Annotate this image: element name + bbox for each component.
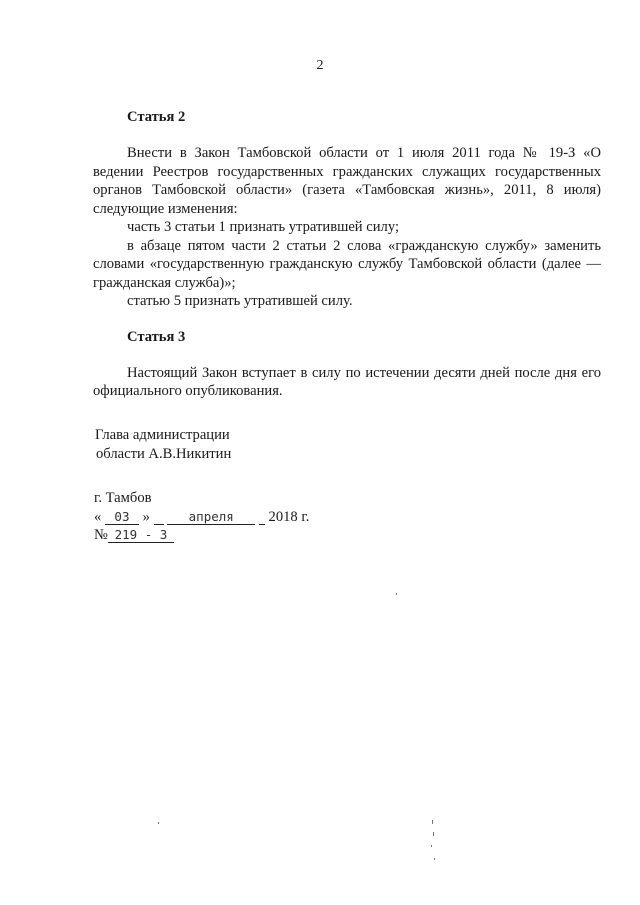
scan-speck (434, 858, 435, 860)
scan-speck (396, 593, 397, 595)
article-2-item-1: часть 3 статьи 1 признать утратившей силу; (127, 219, 399, 235)
article-2-item-3: статью 5 признать утратившей силу. (127, 293, 353, 309)
article-gap (93, 311, 601, 328)
date-month: апреля (167, 510, 255, 525)
scan-speck (432, 820, 433, 824)
article-2-item-2: в абзаце пятом части 2 статьи 2 слова «гражданскую службу» заменить словами «государственную гражданскую службу Тамбовской области (далее — гражданская служба)»; (93, 237, 601, 291)
article-2 (93, 108, 601, 311)
city: г. Тамбов (94, 490, 152, 506)
signature-name: области А.В.Никитин (96, 445, 232, 462)
scan-speck (433, 832, 434, 836)
article-3 (93, 328, 601, 401)
page-number: 2 (316, 58, 324, 73)
article-2-intro: Внести в Закон Тамбовской области от 1 июля 2011 года № 19-З «О ведении Реестров государственных гражданских служащих государственных органов Тамбовской области» (газета «Тамбовская жизнь», 2011, 8 июля) следующие изменения: (93, 145, 601, 217)
date-quote-close: » (142, 508, 150, 525)
date-gap-line-2 (259, 510, 265, 525)
date-quote-open: « (94, 508, 102, 525)
date-line (94, 508, 309, 527)
number-prefix: № (94, 527, 108, 543)
signature-title: Глава администрации (95, 427, 230, 443)
article-3-heading: Статья 3 (127, 328, 186, 345)
article-3-text: Настоящий Закон вступает в силу по истечении десяти дней после дня его официального опубликования. (93, 364, 601, 399)
signature-block (95, 426, 231, 463)
date-day: 03 (105, 510, 139, 525)
scan-speck (431, 845, 432, 847)
place-date-block (94, 489, 309, 545)
scan-speck (158, 822, 159, 824)
document-body (93, 108, 601, 401)
date-gap-line (154, 510, 164, 525)
number-line (94, 526, 309, 545)
date-year: 2018 г. (268, 508, 310, 525)
article-2-heading: Статья 2 (127, 109, 186, 125)
law-number: 219 - З (108, 528, 174, 543)
